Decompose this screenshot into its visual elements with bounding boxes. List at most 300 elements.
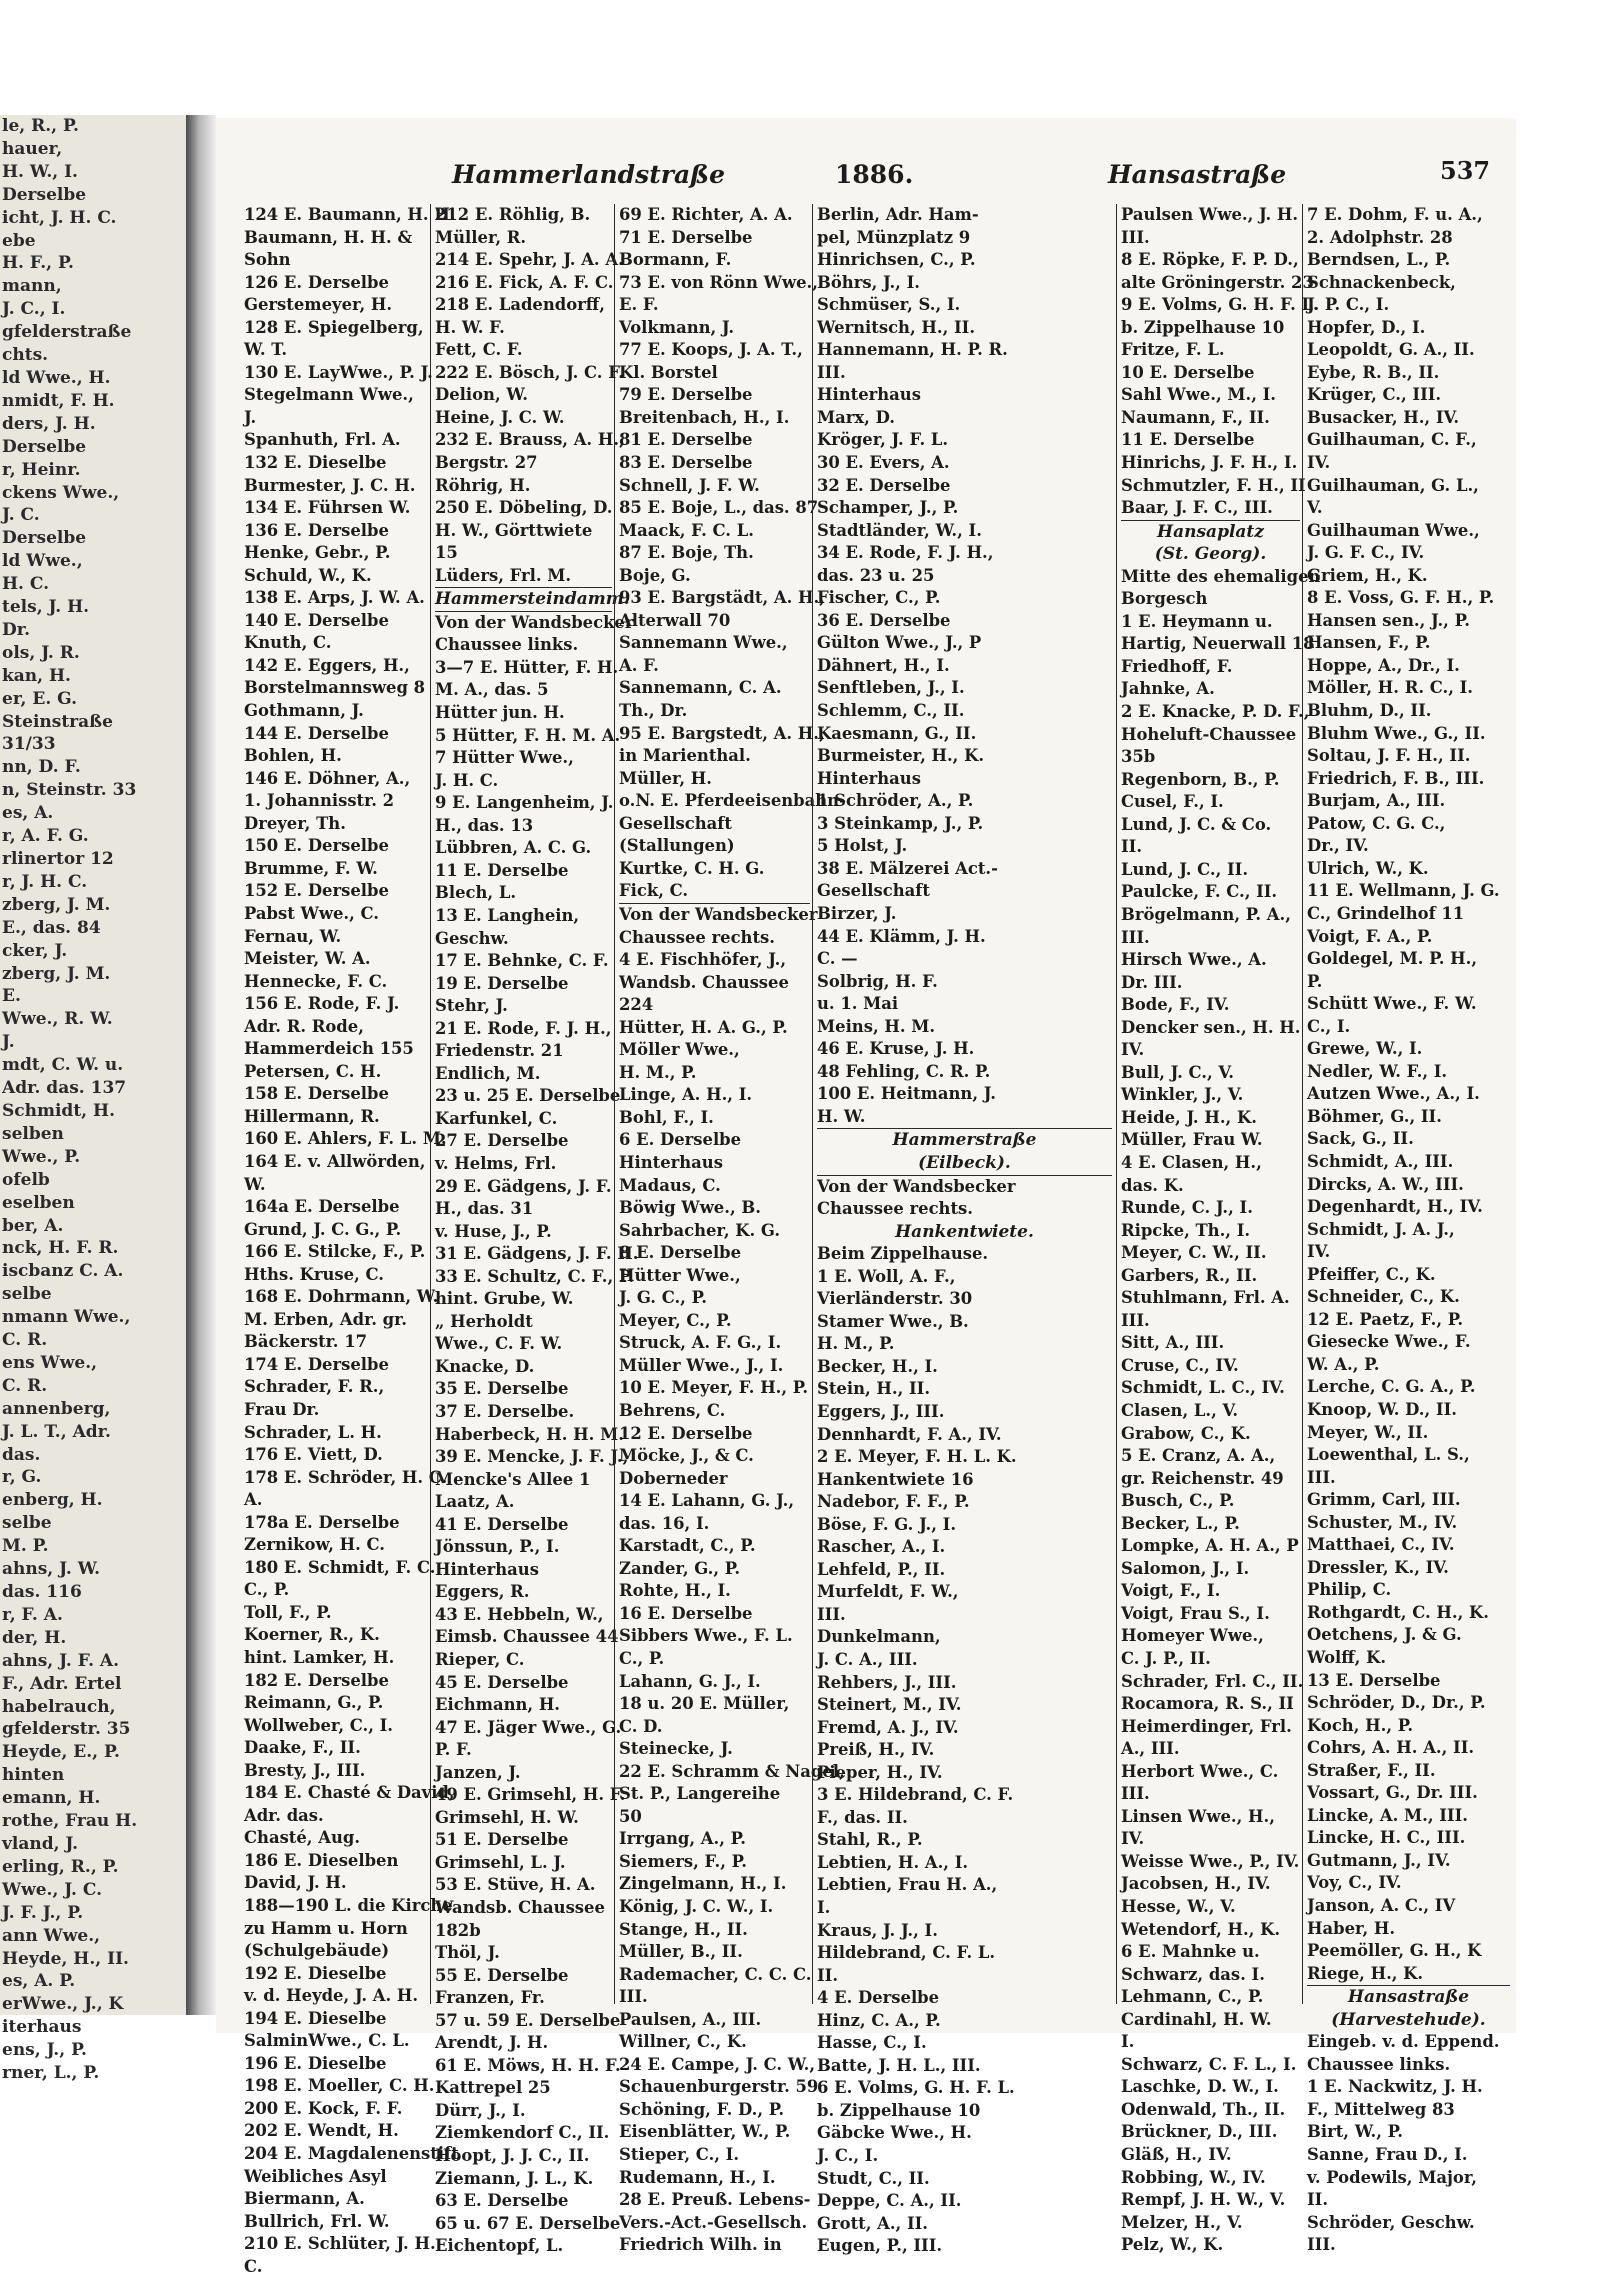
directory-entry: 134 E. Führsen W. (244, 498, 411, 518)
directory-entry: Grabow, C., K. (1121, 1423, 1251, 1443)
directory-entry: gr. Reichenstr. 49 (1121, 1468, 1284, 1488)
directory-entry: Leopoldt, G. A., II. (1307, 340, 1475, 360)
directory-entry: Schuster, M., IV. (1307, 1512, 1458, 1532)
left-page-line: Schmidt, H. (2, 1100, 115, 1121)
directory-entry: Sanne, Frau D., I. (1307, 2145, 1468, 2165)
directory-entry: Vers.-Act.-Gesellsch. (619, 2212, 808, 2232)
directory-entry: Friedhoff, F. (1121, 656, 1233, 676)
directory-entry: III. (1121, 927, 1150, 947)
street-heading: Hammersteindamm. (435, 589, 630, 610)
directory-entry: Guilhauman, G. L., (1307, 475, 1479, 495)
directory-entry: III. (1307, 2235, 1336, 2255)
directory-entry: Pieper, H., IV. (817, 1762, 943, 1782)
directory-entry: III. (1121, 227, 1150, 247)
directory-entry: Schneider, C., K. (1307, 1287, 1460, 1307)
left-page-line: selben (2, 1123, 64, 1144)
directory-entry: 6 E. Derselbe (619, 1130, 742, 1150)
directory-entry: Hinterhaus (817, 768, 921, 788)
directory-entry: 5 Holst, J. (817, 836, 908, 856)
directory-entry: Schrader, L. H. (244, 1422, 382, 1442)
directory-entry: J. P. C., I. (1307, 295, 1390, 315)
directory-entry: J. G. C., P. (619, 1288, 707, 1308)
directory-entry: 232 E. Brauss, A. H., (435, 430, 625, 450)
left-page-line: C. R. (2, 1330, 48, 1351)
directory-entry: 1 E. Woll, A. F., (817, 1266, 956, 1286)
directory-entry: 196 E. Dieselbe (244, 2053, 387, 2073)
directory-entry: Mitte des ehemaligen (1121, 566, 1321, 586)
directory-entry: Burmeister, H., K. (817, 746, 985, 766)
directory-entry: 4 E. Clasen, H., (1121, 1152, 1262, 1172)
directory-entry: Herbort Wwe., C. (1121, 1761, 1279, 1781)
left-page-line: der, H. (2, 1627, 67, 1648)
directory-entry: Eugen, P., III. (817, 2236, 943, 2256)
left-page-line: iscbanz C. A. (2, 1261, 124, 1282)
directory-entry: Koerner, R., K. (244, 1625, 380, 1645)
directory-entry: 79 E. Derselbe (619, 385, 753, 405)
left-page-line: J. F. J., P. (2, 1902, 84, 1923)
directory-entry: Loewenthal, L. S., (1307, 1445, 1470, 1465)
directory-entry: Chasté, Aug. (244, 1828, 361, 1848)
left-page-line: icht, J. H. C. (2, 207, 117, 228)
directory-entry: III. (1121, 1310, 1150, 1330)
directory-entry: Möcke, J., & C. (619, 1446, 754, 1466)
column-4 (812, 204, 1112, 2256)
directory-entry: Pabst Wwe., C. (244, 903, 379, 923)
directory-entry: 168 E. Dohrmann, W. (244, 1287, 439, 1307)
directory-entry: Nedler, W. F., I. (1307, 1061, 1448, 1081)
directory-entry: J. C. A., III. (817, 1650, 918, 1669)
directory-entry: Alterwall 70 (619, 610, 731, 630)
left-page-line: vland, J. (2, 1833, 79, 1854)
directory-entry: Stamer Wwe., B. (817, 1311, 969, 1331)
directory-entry: Patow, C. G. C., (1307, 813, 1446, 833)
directory-entry: Deppe, C. A., II. (817, 2191, 962, 2211)
directory-entry: Meyer, C. W., II. (1121, 1243, 1267, 1263)
directory-entry: Vierländerstr. 30 (817, 1289, 973, 1309)
directory-entry: 2 E. Meyer, F. H. L. K. (817, 1447, 1017, 1467)
left-page-line: Heyde, E., P. (2, 1742, 120, 1763)
left-page-line: J. C., I. (2, 299, 66, 320)
directory-entry: Schmidt, L. C., IV. (1121, 1378, 1285, 1398)
directory-entry: Dr. III. (1121, 972, 1183, 992)
directory-entry: 2 E. Knacke, P. D. F., (1121, 702, 1310, 722)
directory-entry: Homeyer Wwe., (1121, 1626, 1264, 1646)
left-page-line: J. L. T., Adr. (2, 1421, 111, 1442)
directory-entry: 47 E. Jäger Wwe., G. (435, 1717, 622, 1737)
left-page-line: nck, H. F. R. (2, 1238, 119, 1259)
directory-entry: Sohn (244, 250, 291, 270)
directory-entry: Lund, J. C., II. (1121, 859, 1249, 879)
directory-entry: Cardinahl, H. W. (1121, 2009, 1272, 2029)
directory-entry: Cohrs, A. H. A., II. (1307, 1738, 1475, 1758)
directory-entry: v. Huse, J., P. (435, 1221, 552, 1241)
directory-entry: Hths. Kruse, C. (244, 1264, 384, 1284)
directory-entry: Nadebor, F. F., P. (817, 1492, 970, 1512)
left-page-line: nmidt, F. H. (2, 390, 115, 411)
directory-entry: 164a E. Derselbe (244, 1197, 400, 1217)
directory-entry: König, J. C. W., I. (619, 1897, 774, 1917)
directory-entry: 5 Hütter, F. H. M. A. (435, 725, 621, 745)
left-page-line: es, A. P. (2, 1971, 76, 1992)
directory-entry: Grimsehl, L. J. (435, 1852, 566, 1872)
directory-entry: 27 E. Derselbe (435, 1131, 569, 1151)
directory-entry: J. (244, 407, 257, 427)
directory-entry: Schmidt, A., III. (1307, 1151, 1454, 1171)
directory-entry: Clasen, L., V. (1121, 1400, 1239, 1420)
directory-entry: „ Herholdt (435, 1311, 533, 1331)
directory-entry: Dürr, J., I. (435, 2100, 526, 2120)
directory-entry: Karstadt, C., P. (619, 1536, 756, 1556)
directory-entry: hint. Grube, W. (435, 1289, 574, 1309)
directory-entry: 1 E. Heymann u. (1121, 611, 1273, 631)
column-6 (1302, 204, 1510, 2255)
directory-entry: 71 E. Derselbe (619, 227, 753, 247)
directory-entry: II. (1307, 2190, 1329, 2210)
directory-entry: Böwig Wwe., B. (619, 1198, 761, 1218)
directory-entry: 142 E. Eggers, H., (244, 655, 410, 675)
directory-entry: 218 E. Ladendorff, (435, 295, 605, 315)
directory-entry: Eggers, J., III. (817, 1401, 945, 1421)
directory-entry: H., das. 13 (435, 815, 534, 835)
directory-entry: Batte, J. H. L., III. (817, 2055, 981, 2075)
directory-entry: 37 E. Derselbe. (435, 1401, 575, 1421)
directory-entry: Rudemann, H., I. (619, 2167, 776, 2187)
left-page-line: Heyde, H., II. (2, 1948, 129, 1969)
directory-entry: Schnell, J. F. W. (619, 475, 760, 495)
directory-entry: Mencke's Allee 1 (435, 1469, 591, 1489)
directory-entry: V. (1307, 498, 1323, 518)
directory-entry: 3 E. Hildebrand, C. F. (817, 1785, 1014, 1805)
left-page-line: gfelderstraße (2, 322, 132, 343)
directory-entry: St. P., Langereihe (619, 1784, 781, 1804)
left-page-line: ahns, J. W. (2, 1559, 101, 1580)
directory-entry: Dähnert, H., I. (817, 655, 950, 675)
left-page-line: ber, A. (2, 1215, 64, 1236)
left-page-line: mann, (2, 276, 62, 297)
left-page-line: ckens Wwe., (2, 482, 120, 503)
directory-entry: 1 Schröder, A., P. (817, 791, 974, 811)
directory-entry: Ziemann, J. L., K. (435, 2168, 594, 2188)
directory-entry: Knacke, D. (435, 1356, 535, 1376)
directory-entry: Fischer, C., P. (817, 588, 941, 608)
left-page-line: H. W., I. (2, 161, 78, 182)
directory-entry: Garbers, R., II. (1121, 1265, 1258, 1285)
directory-entry: 57 u. 59 E. Derselbe (435, 2010, 621, 2030)
directory-entry: 4 E. Fischhöfer, J., (619, 950, 787, 970)
directory-entry: 136 E. Derselbe (244, 520, 389, 540)
directory-entry: Böhrs, J., I. (817, 272, 920, 292)
directory-entry: Naumann, F., II. (1121, 407, 1270, 427)
directory-entry: Friedenstr. 21 (435, 1041, 564, 1061)
directory-entry: das. K. (1121, 1175, 1184, 1195)
directory-entry: Dreyer, Th. (244, 813, 346, 833)
directory-entry: Hansen, F., P. (1307, 633, 1431, 653)
directory-entry: Bode, F., IV. (1121, 995, 1230, 1015)
directory-entry: Schrader, Frl. C., II. (1121, 1671, 1304, 1691)
directory-entry: 174 E. Derselbe (244, 1354, 389, 1374)
directory-entry: Friedrich, F. B., III. (1307, 768, 1485, 788)
directory-entry: Linge, A. H., I. (619, 1085, 753, 1105)
directory-entry: 45 E. Derselbe (435, 1672, 569, 1692)
directory-entry: I. (817, 1898, 831, 1918)
directory-entry: Pfeiffer, C., K. (1307, 1264, 1436, 1284)
directory-entry: 140 E. Derselbe (244, 610, 389, 630)
directory-entry: Lehmann, C., P. (1121, 1987, 1264, 2007)
directory-entry: J. C., I. (817, 2146, 879, 2166)
directory-entry: J. H. C. (435, 770, 499, 790)
directory-entry: Hinrichsen, C., P. (817, 250, 976, 270)
directory-entry: W. T. (244, 340, 288, 360)
directory-entry: Baumann, H. H. & (244, 227, 413, 247)
directory-entry: Guilhauman, C. F., (1307, 430, 1477, 450)
directory-entry: Lebtien, Frau H. A., (817, 1875, 998, 1895)
directory-entry: 9 E. Volms, G. H. F. L. (1121, 295, 1319, 315)
directory-entry: 11 E. Wellmann, J. G. (1307, 881, 1500, 901)
directory-entry: Rehbers, J., III. (817, 1672, 957, 1692)
directory-entry: Frau Dr. (244, 1399, 320, 1419)
directory-entry: 50 (619, 1806, 642, 1826)
left-page-line: zberg, J. M. (2, 894, 111, 915)
directory-entry: 23 u. 25 E. Derselbe (435, 1086, 621, 1106)
column-3 (614, 204, 846, 2255)
directory-entry: 126 E. Derselbe (244, 272, 389, 292)
directory-entry: Blech, L. (435, 883, 517, 903)
directory-entry: Fernau, W. (244, 926, 342, 946)
directory-entry: 22 E. Schramm & Nagel, (619, 1761, 845, 1781)
directory-entry: Robbing, W., IV. (1121, 2167, 1266, 2187)
left-page-line: E. (2, 986, 21, 1007)
directory-entry: Hannemann, H. P. R. (817, 340, 1008, 360)
directory-entry: Wollweber, C., I. (244, 1715, 393, 1735)
directory-entry: Hennecke, F. C. (244, 971, 388, 991)
street-heading: Hansastraße (1307, 1985, 1510, 2009)
directory-entry: 36 E. Derselbe (817, 610, 951, 630)
directory-entry: 180 E. Schmidt, F. C. (244, 1557, 436, 1577)
directory-entry: Chaussee links. (435, 635, 579, 655)
left-page-line: Wwe., P. (2, 1146, 81, 1167)
directory-entry: Steinert, M., IV. (817, 1695, 962, 1715)
directory-entry: Philip, C. (1307, 1580, 1392, 1600)
directory-entry: 144 E. Derselbe (244, 723, 389, 743)
directory-entry: Von der Wandsbecker (435, 611, 612, 635)
directory-entry: Hoheluft-Chaussee (1121, 724, 1297, 744)
directory-entry: Odenwald, Th., II. (1121, 2099, 1286, 2119)
directory-entry: Sitt, A., III. (1121, 1333, 1225, 1353)
directory-entry: Cusel, F., I. (1121, 792, 1224, 812)
directory-entry: 30 E. Evers, A. (817, 453, 950, 473)
directory-entry: Hinterhaus (817, 385, 921, 405)
directory-entry: 12 E. Derselbe (619, 1423, 753, 1443)
directory-entry: Schwarz, C. F. L., I. (1121, 2054, 1297, 2074)
left-page-line: cker, J. (2, 940, 68, 961)
directory-entry: Stuhlmann, Frl. A. (1121, 1288, 1290, 1308)
directory-entry: Möller, H. R. C., I. (1307, 678, 1473, 698)
directory-entry: A. (244, 1490, 263, 1510)
directory-entry: C. D. (619, 1716, 663, 1736)
column-5 (1116, 204, 1321, 2255)
directory-entry: Adr. das. (244, 1805, 324, 1825)
directory-entry: Bergstr. 27 (435, 453, 538, 473)
directory-entry: A., III. (1121, 1739, 1180, 1759)
directory-entry: v. d. Heyde, J. A. H. (244, 1986, 419, 2006)
directory-entry: Rascher, A., I. (817, 1537, 946, 1557)
directory-entry: H. W. F. (435, 317, 505, 337)
directory-entry: 138 E. Arps, J. W. A. (244, 588, 425, 608)
directory-entry: Bresty, J., III. (244, 1760, 366, 1780)
directory-entry: 51 E. Derselbe (435, 1830, 569, 1850)
directory-entry: Henke, Gebr., P. (244, 543, 391, 563)
directory-entry: pel, Münzplatz 9 (817, 227, 971, 247)
left-page-line: r, Heinr. (2, 459, 81, 480)
page-header (230, 156, 1510, 196)
directory-entry: Straßer, F., II. (1307, 1760, 1436, 1780)
directory-entry: Schrader, F. R., (244, 1377, 385, 1397)
directory-entry: Birzer, J. (817, 903, 897, 923)
directory-entry: Biermann, A. (244, 2189, 365, 2209)
directory-entry: 198 E. Moeller, C. H. (244, 2076, 435, 2096)
directory-entry: Meyer, W., II. (1307, 1422, 1429, 1442)
left-page-line: erWwe., J., K (2, 1994, 124, 2015)
directory-entry: Lund, J. C. & Co. (1121, 814, 1272, 834)
directory-entry: 48 Fehling, C. R. P. (817, 1061, 991, 1081)
directory-entry: Borstelmannsweg 8 (244, 678, 426, 698)
directory-entry: Janson, A. C., IV (1307, 1896, 1456, 1916)
directory-entry: Jönssun, P., I. (435, 1537, 560, 1557)
left-page-line: J. C. (2, 505, 40, 526)
directory-entry: Laschke, D. W., I. (1121, 2077, 1279, 2097)
directory-entry: 41 E. Derselbe (435, 1514, 569, 1534)
directory-entry: 35b (1121, 747, 1156, 767)
directory-entry: Sannemann, C. A. (619, 678, 782, 698)
directory-entry: Böse, F. G. J., I. (817, 1514, 957, 1534)
directory-entry: Reimann, G., P. (244, 1693, 384, 1713)
directory-entry: Voigt, F., I. (1121, 1581, 1221, 1601)
directory-entry: Kurtke, C. H. G. (619, 858, 765, 878)
directory-entry: Wandsb. Chaussee (435, 1898, 605, 1918)
directory-entry: Bullrich, Frl. W. (244, 2211, 390, 2231)
directory-entry: Endlich, M. (435, 1063, 541, 1083)
left-page-line: rner, L., P. (2, 2063, 100, 2084)
directory-entry: E. F. (619, 295, 659, 315)
left-page-line: gfelderstr. 35 (2, 1719, 131, 1740)
directory-entry: 224 (619, 995, 654, 1015)
directory-entry: 81 E. Derselbe (619, 430, 753, 450)
left-page-line: ofelb (2, 1169, 50, 1190)
left-page-line: Dr. (2, 619, 31, 640)
directory-entry: 14 E. Lahann, G. J., (619, 1491, 795, 1511)
directory-entry: Schmüser, S., I. (817, 295, 961, 315)
directory-entry: Grund, J. C. G., P. (244, 1219, 402, 1239)
directory-entry: Heide, J. H., K. (1121, 1107, 1257, 1127)
directory-entry: Soltau, J. F. H., II. (1307, 746, 1471, 766)
directory-entry: Behrens, C. (619, 1400, 726, 1420)
directory-entry: Ripcke, Th., I. (1121, 1220, 1251, 1240)
directory-entry: Ziemkendorf C., II. (435, 2123, 610, 2143)
directory-entry: 85 E. Boje, L., das. 87 (619, 498, 819, 518)
directory-entry: Hankentwiete 16 (817, 1469, 974, 1489)
directory-entry: Sibbers Wwe., F. L. (619, 1626, 793, 1646)
directory-entry: in Marienthal. (619, 746, 751, 766)
directory-entry: Lehfeld, P., II. (817, 1559, 946, 1579)
directory-entry: 176 E. Viett, D. (244, 1445, 383, 1465)
directory-entry: Hammerdeich 155 (244, 1039, 414, 1059)
directory-entry: 216 E. Fick, A. F. C. (435, 272, 614, 292)
directory-entry: 200 E. Kock, F. F. (244, 2098, 403, 2118)
left-page-line: Derselbe (2, 436, 87, 457)
directory-entry: Voigt, Frau S., I. (1121, 1603, 1270, 1623)
directory-entry: Daake, F., II. (244, 1738, 361, 1758)
left-page-line: F., Adr. Ertel (2, 1673, 122, 1694)
directory-entry: Burmester, J. C. H. (244, 475, 416, 495)
directory-entry: 100 E. Heitmann, J. (817, 1084, 996, 1104)
directory-entry: 46 E. Kruse, J. H. (817, 1039, 975, 1059)
street-heading: Hammerstraße (817, 1128, 1112, 1152)
directory-entry: 4 E. Derselbe (817, 1988, 940, 2008)
directory-entry: 222 E. Bösch, J. C. F. (435, 362, 624, 382)
directory-entry: C., P. (244, 1580, 290, 1600)
directory-entry: Murfeldt, F. W., (817, 1582, 959, 1602)
directory-entry: 12 E. Paetz, F., P. (1307, 1309, 1464, 1329)
directory-entry: Hirsch Wwe., A. (1121, 950, 1267, 970)
directory-entry: Arendt, J. H. (435, 2033, 549, 2053)
directory-entry: 188—190 L. die Kirche (244, 1896, 453, 1916)
directory-entry: v. Helms, Frl. (435, 1153, 557, 1173)
directory-entry: Preiß, H., IV. (817, 1740, 935, 1760)
directory-entry: Weisse Wwe., P., IV. (1121, 1851, 1300, 1871)
directory-entry: 49 E. Grimsehl, H. F. (435, 1785, 626, 1805)
left-page-line: C. R. (2, 1375, 48, 1396)
directory-entry: 63 E. Derselbe (435, 2191, 569, 2211)
directory-entry: Brumme, F. W. (244, 858, 378, 878)
directory-entry: Paulsen Wwe., J. H. (1121, 205, 1299, 224)
directory-entry: Irrgang, A., P. (619, 1829, 746, 1849)
left-page-line: Steinstraße (2, 711, 113, 732)
directory-entry: Hansen sen., J., P. (1307, 610, 1470, 630)
directory-entry: 7 Hütter Wwe., (435, 748, 574, 768)
directory-entry: Haberbeck, H. H. M. (435, 1424, 624, 1444)
directory-entry: Berndsen, L., P. (1307, 250, 1451, 270)
directory-entry: Bull, J. C., V. (1121, 1062, 1234, 1082)
directory-entry: 152 E. Derselbe (244, 881, 389, 901)
street-heading: (St. Georg). (1154, 544, 1267, 565)
directory-entry: 124 E. Baumann, H. H. (244, 205, 456, 224)
directory-entry: 3 Steinkamp, J., P. (817, 813, 984, 833)
directory-entry: III. (817, 1604, 846, 1624)
directory-entry: das. 16, I. (619, 1513, 710, 1533)
directory-entry: Stange, H., II. (619, 1919, 748, 1939)
directory-entry: das. 23 u. 25 (817, 565, 935, 585)
directory-entry: Stadtländer, W., I. (817, 520, 982, 540)
directory-entry: H. W. (817, 1106, 866, 1126)
directory-entry: (Schulgebäude) (244, 1941, 390, 1961)
directory-entry: Wwe., C. F. W. (435, 1334, 563, 1354)
directory-entry: Eichentopf, L. (435, 2236, 564, 2256)
directory-entry: 69 E. Richter, A. A. (619, 205, 793, 224)
directory-entry: Th., Dr. (619, 701, 688, 721)
directory-entry: Berlin, Adr. Ham- (817, 205, 979, 224)
directory-entry: 16 E. Derselbe (619, 1603, 753, 1623)
directory-entry: Von der Wandsbecker (619, 903, 810, 927)
directory-entry: Lahann, G. J., I. (619, 1671, 761, 1691)
directory-entry: Jacobsen, H., IV. (1121, 1874, 1271, 1894)
directory-entry: Rademacher, C. C. C. (619, 1964, 812, 1984)
directory-entry: H. M., P. (817, 1334, 895, 1354)
left-page-line: ann Wwe., (2, 1925, 101, 1946)
directory-entry: Weibliches Asyl (244, 2166, 387, 2186)
street-heading: (Eilbeck). (918, 1152, 1011, 1173)
directory-entry: 28 E. Preuß. Lebens- (619, 2190, 811, 2210)
left-page-line: r, J. H. C. (2, 871, 88, 892)
